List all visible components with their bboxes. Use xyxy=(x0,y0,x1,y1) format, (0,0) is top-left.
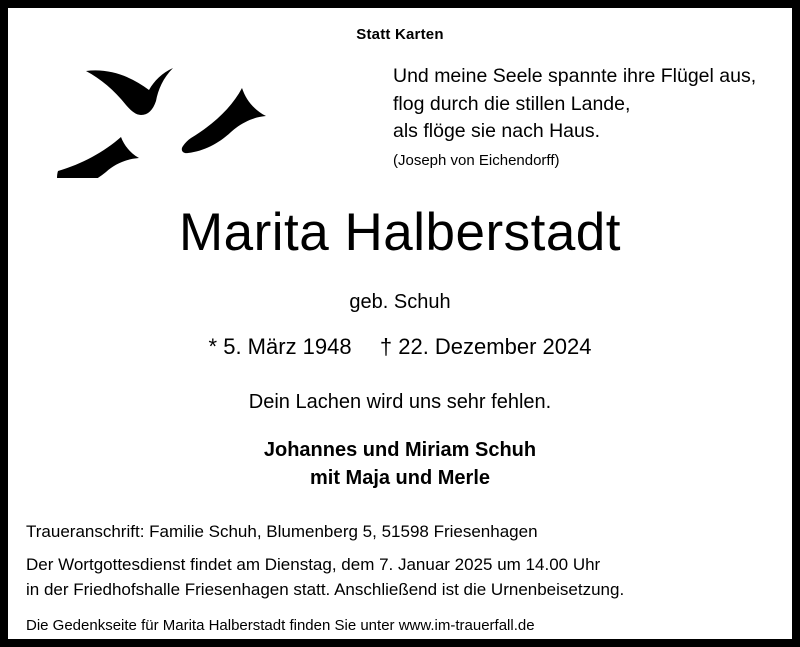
farewell-message: Dein Lachen wird uns sehr fehlen. xyxy=(248,391,552,413)
deceased-name: Marita Halberstadt xyxy=(178,203,621,262)
poem-block xyxy=(393,63,783,171)
birth-date: * 5. März 1948 xyxy=(208,334,352,359)
service-line-2: in der Friedhofshalle Friesenhagen statt. Anschließend ist die Urnenbeisetzung. xyxy=(26,579,625,599)
obituary-card xyxy=(8,8,792,639)
poem-author: (Joseph von Eichendorff) xyxy=(393,152,560,170)
poem-line-2: flog durch die stillen Lande, xyxy=(393,92,631,115)
statt-karten-header: Statt Karten xyxy=(356,26,444,43)
service-line-1: Der Wortgottesdienst findet am Dienstag, dem 7. Januar 2025 um 14.00 Uhr xyxy=(26,554,601,574)
death-date: † 22. Dezember 2024 xyxy=(379,334,592,359)
family-line-2: mit Maja und Merle xyxy=(309,467,491,490)
memorial-page-link[interactable]: Die Gedenkseite für Marita Halberstadt finden Sie unter www.im-trauerfall.de xyxy=(26,617,535,634)
mourning-address: Traueranschrift: Familie Schuh, Blumenberg 5, 51598 Friesenhagen xyxy=(26,522,538,541)
footer-spacer xyxy=(26,545,776,553)
poem-line-3: als flöge sie nach Haus. xyxy=(393,120,601,143)
family-signature xyxy=(8,436,792,493)
flying-birds-icon xyxy=(28,38,328,178)
family-line-1: Johannes und Miriam Schuh xyxy=(263,439,537,461)
maiden-name: geb. Schuh xyxy=(349,291,451,313)
poem-line-1: Und meine Seele spannte ihre Flügel aus, xyxy=(393,65,757,87)
footer-block xyxy=(26,520,776,603)
life-dates xyxy=(8,334,792,360)
